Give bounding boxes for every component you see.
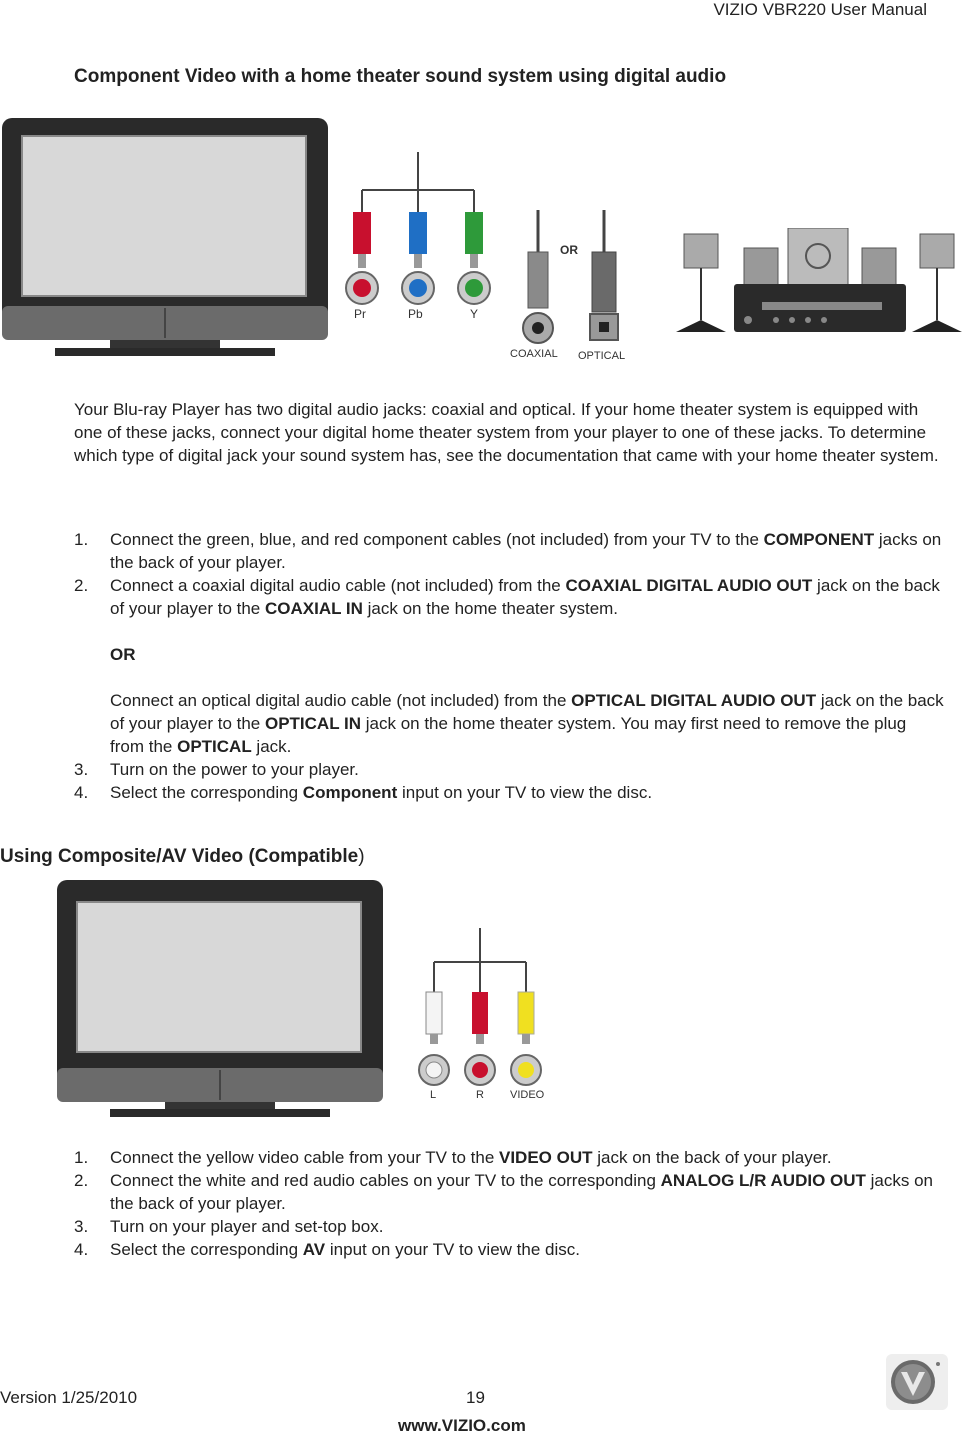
list-item: 1. Connect the green, blue, and red component cables (not included) from your TV to the COMPONENT jacks on the back of your player.	[74, 530, 942, 572]
list-item: 1. Connect the yellow video cable from your TV to the VIDEO OUT jack on the back of your player.	[74, 1148, 832, 1167]
component-steps-list	[74, 528, 944, 804]
list-item: 2. Connect the white and red audio cables on your TV to the corresponding ANALOG L/R AUDIO OUT jacks on the back of your player.	[74, 1171, 933, 1213]
label-r: R	[476, 1089, 484, 1101]
or-label: OR	[110, 645, 136, 664]
website-link[interactable]: www.VIZIO.com	[398, 1416, 526, 1435]
vizio-logo-icon	[886, 1354, 948, 1410]
label-y: Y	[470, 307, 479, 321]
home-theater-system-illustration	[672, 228, 965, 336]
list-item: 3. Turn on the power to your player.	[74, 760, 359, 779]
digital-audio-cables-illustration	[506, 152, 651, 368]
section-title-composite: Using Composite/AV Video (Compatible)	[0, 846, 365, 867]
label-or: OR	[560, 243, 578, 257]
list-item: 2. Connect a coaxial digital audio cable (not included) from the COAXIAL DIGITAL AUDIO OUT jack on the back of your player to the COAXIAL IN jack on the home theater system.	[74, 576, 940, 618]
label-l: L	[430, 1089, 437, 1101]
page-number: 19	[466, 1388, 485, 1407]
composite-cables-illustration	[416, 928, 552, 1102]
label-video: VIDEO	[510, 1089, 545, 1101]
section-title-component-video: Component Video with a home theater sound system using digital audio	[74, 66, 727, 87]
component-cables-illustration	[340, 152, 492, 322]
list-item: 4. Select the corresponding Component input on your TV to view the disc.	[74, 783, 653, 802]
list-item: Connect an optical digital audio cable (not included) from the OPTICAL DIGITAL AUDIO OUT jack on the back of your player to the OPTICAL IN jack on the home theater system. You may first need to remove the plug from the OPTICAL jack.	[110, 691, 944, 756]
tv-illustration	[0, 116, 330, 358]
tv-illustration-composite	[55, 880, 385, 1118]
list-item: 4. Select the corresponding AV input on your TV to view the disc.	[74, 1240, 580, 1259]
list-item: 3. Turn on your player and set-top box.	[74, 1217, 384, 1236]
label-optical: OPTICAL	[578, 350, 626, 362]
version-label: Version 1/25/2010	[0, 1388, 138, 1407]
label-pb: Pb	[408, 307, 423, 321]
intro-paragraph: Your Blu-ray Player has two digital audio jacks: coaxial and optical. If your home theater system is equipped with one of these jacks, connect your digital home theater system from your player to one of these jacks. To determine which type of digital jack your sound system has, see the documentation that came with your home theater system.	[74, 400, 939, 465]
label-coaxial: COAXIAL	[510, 348, 558, 360]
label-pr: Pr	[354, 307, 366, 321]
composite-steps-list	[74, 1146, 944, 1261]
manual-title: VIZIO VBR220 User Manual	[713, 0, 927, 19]
